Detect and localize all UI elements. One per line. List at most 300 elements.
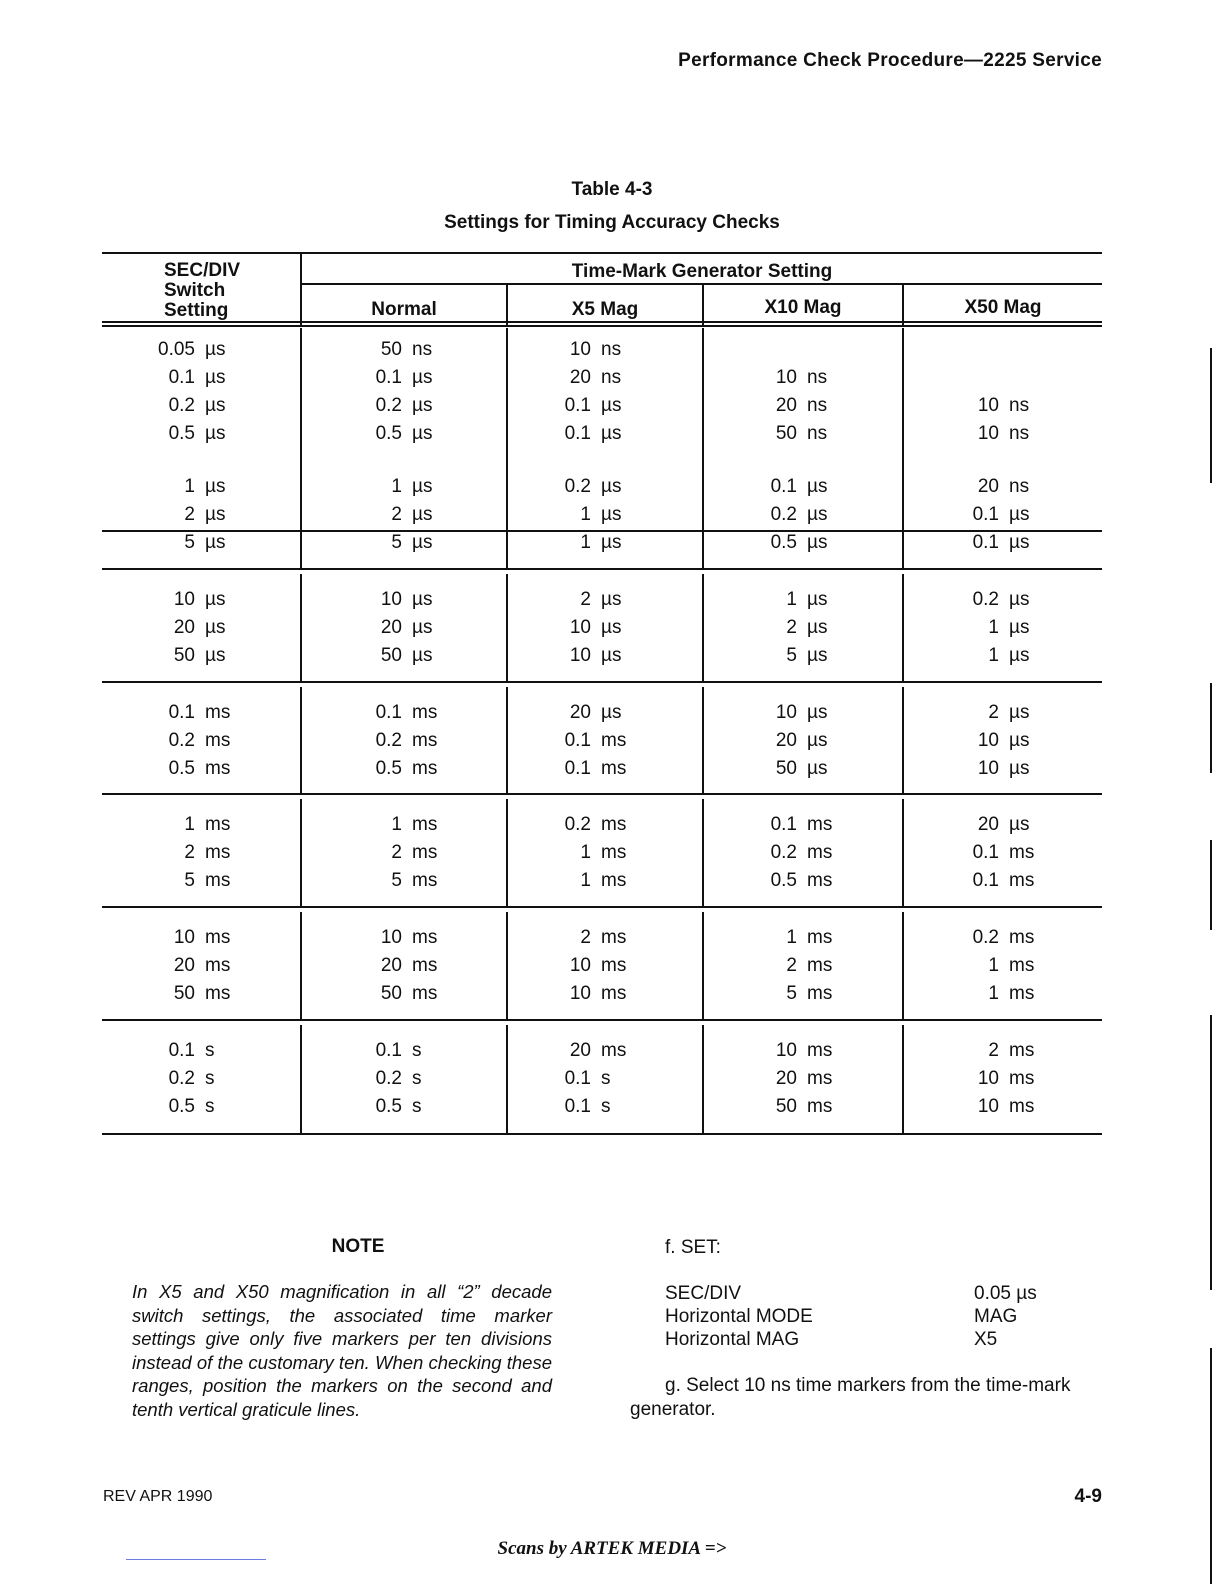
table-cell xyxy=(102,364,225,392)
cell-value: 50 xyxy=(173,983,195,1004)
cell-value: 2 xyxy=(184,504,195,525)
cell-unit: µs xyxy=(601,589,622,610)
cell-unit: s xyxy=(412,1068,422,1089)
cell-value: 50 xyxy=(380,645,402,666)
table-cell xyxy=(302,980,437,1008)
table-cell xyxy=(102,839,230,867)
cell-unit: µs xyxy=(807,645,828,666)
running-head: Performance Check Procedure—2225 Service xyxy=(678,50,1102,71)
table-cell xyxy=(704,811,832,839)
cell-value: 10 xyxy=(977,758,999,779)
table-cell xyxy=(302,811,437,839)
table-cell xyxy=(508,642,621,670)
table-cell xyxy=(302,336,432,364)
group-separator-rule xyxy=(102,681,1102,683)
cell-value: 50 xyxy=(380,983,402,1004)
sec-div-header-line-1: SEC/DIV xyxy=(164,260,241,281)
cell-value: 0.5 xyxy=(375,758,402,779)
cell-unit: µs xyxy=(807,730,828,751)
table-cell xyxy=(904,586,1029,614)
cell-unit: ms xyxy=(807,955,833,976)
cell-value: 0.05 xyxy=(158,339,195,360)
cell-unit: ms xyxy=(601,927,627,948)
cell-unit: ns xyxy=(601,367,622,388)
cell-unit: ms xyxy=(205,983,231,1004)
table-title: Settings for Timing Accuracy Checks xyxy=(444,212,780,233)
cell-value: 0.1 xyxy=(168,1040,195,1061)
table-cell xyxy=(302,924,437,952)
cell-value: 0.5 xyxy=(375,423,402,444)
cell-unit: s xyxy=(412,1096,422,1117)
table-cell xyxy=(102,699,230,727)
cell-unit: µs xyxy=(601,645,622,666)
cell-value: 5 xyxy=(786,645,797,666)
table-number: Table 4-3 xyxy=(571,179,653,200)
cell-unit: µs xyxy=(412,367,433,388)
cell-unit: µs xyxy=(807,532,828,553)
cell-unit: ms xyxy=(412,842,438,863)
cell-unit: µs xyxy=(205,645,226,666)
cell-value: 0.5 xyxy=(375,1096,402,1117)
cell-unit: ms xyxy=(807,927,833,948)
table-cell xyxy=(102,867,230,895)
table-cell xyxy=(904,473,1029,501)
table-cell xyxy=(302,867,437,895)
cell-value: 1 xyxy=(988,645,999,666)
table-cell xyxy=(302,420,432,448)
table-cell xyxy=(904,392,1029,420)
group-separator-rule xyxy=(102,1019,1102,1021)
table-cell xyxy=(102,924,230,952)
cell-unit: µs xyxy=(601,476,622,497)
cell-value: 50 xyxy=(775,423,797,444)
setting-control: Horizontal MAG xyxy=(665,1329,800,1350)
cell-value: 0.1 xyxy=(375,367,402,388)
cell-unit: µs xyxy=(412,476,433,497)
cell-unit: µs xyxy=(1009,504,1030,525)
table-cell xyxy=(704,586,827,614)
cell-unit: µs xyxy=(807,476,828,497)
cell-value: 1 xyxy=(786,589,797,610)
cell-value: 2 xyxy=(988,1040,999,1061)
table-cell xyxy=(102,614,225,642)
cell-value: 10 xyxy=(775,367,797,388)
cell-unit: µs xyxy=(1009,702,1030,723)
table-cell xyxy=(302,501,432,529)
cell-unit: ms xyxy=(601,730,627,751)
cell-unit: ms xyxy=(205,702,231,723)
table-cell xyxy=(102,952,230,980)
cell-unit: ms xyxy=(807,1096,833,1117)
scan-edge-mark xyxy=(1210,1348,1212,1584)
cell-value: 5 xyxy=(184,870,195,891)
cell-value: 20 xyxy=(173,617,195,638)
table-cell xyxy=(102,392,225,420)
setting-row xyxy=(665,1305,1105,1328)
cell-value: 20 xyxy=(569,1040,591,1061)
cell-value: 50 xyxy=(380,339,402,360)
cell-unit: ms xyxy=(1009,1068,1035,1089)
table-cell xyxy=(904,529,1029,557)
table-cell xyxy=(704,336,807,364)
cell-unit: µs xyxy=(807,702,828,723)
cell-unit: ms xyxy=(1009,1040,1035,1061)
cell-value: 1 xyxy=(988,983,999,1004)
table-cell xyxy=(102,473,225,501)
cell-value: 1 xyxy=(580,842,591,863)
setting-control: SEC/DIV xyxy=(665,1283,742,1304)
table-cell xyxy=(302,727,437,755)
table-cell xyxy=(704,473,827,501)
table-cell xyxy=(302,755,437,783)
cell-value: 20 xyxy=(569,367,591,388)
cell-unit: ms xyxy=(205,842,231,863)
cell-value: 5 xyxy=(391,532,402,553)
cell-unit: ms xyxy=(412,955,438,976)
cell-value: 2 xyxy=(580,589,591,610)
cell-unit: µs xyxy=(412,589,433,610)
cell-value: 10 xyxy=(380,589,402,610)
cell-value: 20 xyxy=(569,702,591,723)
cell-value: 20 xyxy=(775,395,797,416)
cell-value: 0.1 xyxy=(972,842,999,863)
table-cell xyxy=(704,501,827,529)
page-number: 4-9 xyxy=(1074,1486,1102,1507)
cell-value: 0.1 xyxy=(375,702,402,723)
cell-value: 1 xyxy=(988,955,999,976)
cell-value: 1 xyxy=(184,476,195,497)
scan-edge-mark xyxy=(1210,348,1212,483)
cell-unit: µs xyxy=(205,532,226,553)
cell-unit: ms xyxy=(1009,983,1035,1004)
cell-value: 0.2 xyxy=(770,504,797,525)
table-cell xyxy=(508,1065,611,1093)
cell-value: 20 xyxy=(173,955,195,976)
cell-value: 0.5 xyxy=(770,870,797,891)
cell-value: 0.1 xyxy=(564,395,591,416)
step-f-label: f. SET: xyxy=(665,1237,721,1258)
table-cell xyxy=(904,839,1034,867)
cell-unit: s xyxy=(412,1040,422,1061)
cell-unit: ms xyxy=(205,814,231,835)
table-cell xyxy=(102,1037,215,1065)
cell-value: 10 xyxy=(569,645,591,666)
sec-div-header-line-2: Switch xyxy=(164,280,226,301)
cell-unit: ms xyxy=(807,814,833,835)
table-cell xyxy=(704,1037,832,1065)
table-cell xyxy=(704,924,832,952)
table-cell xyxy=(102,980,230,1008)
cell-unit: µs xyxy=(205,423,226,444)
table-cell xyxy=(102,755,230,783)
scan-edge-mark xyxy=(1210,1015,1212,1290)
column-header-x5-mag: X5 Mag xyxy=(571,299,639,320)
cell-unit: µs xyxy=(1009,617,1030,638)
table-cell xyxy=(508,336,621,364)
cell-unit: µs xyxy=(205,339,226,360)
setting-value: X5 xyxy=(974,1329,998,1350)
table-cell xyxy=(102,642,225,670)
cell-unit: µs xyxy=(412,532,433,553)
table-cell xyxy=(904,420,1029,448)
cell-value: 5 xyxy=(786,983,797,1004)
cell-unit: s xyxy=(205,1096,215,1117)
cell-value: 20 xyxy=(977,476,999,497)
cell-unit: ms xyxy=(205,758,231,779)
table-cell xyxy=(508,614,621,642)
column-header-x50-mag: X50 Mag xyxy=(964,297,1042,318)
table-cell xyxy=(302,1037,422,1065)
table-cell xyxy=(704,839,832,867)
cell-unit: ms xyxy=(205,927,231,948)
table-cell xyxy=(508,501,621,529)
group-separator-rule xyxy=(102,906,1102,908)
cell-value: 1 xyxy=(391,814,402,835)
cell-value: 10 xyxy=(977,730,999,751)
cell-unit: µs xyxy=(205,476,226,497)
cell-unit: ms xyxy=(1009,927,1035,948)
table-cell xyxy=(508,392,621,420)
table-cell xyxy=(704,642,827,670)
table-cell xyxy=(904,727,1029,755)
cell-value: 0.1 xyxy=(972,870,999,891)
table-cell xyxy=(904,755,1029,783)
cell-value: 10 xyxy=(569,339,591,360)
cell-value: 0.1 xyxy=(770,476,797,497)
table-cell xyxy=(102,1093,215,1121)
cell-unit: ns xyxy=(807,395,828,416)
table-cell xyxy=(904,952,1034,980)
cell-unit: ms xyxy=(601,842,627,863)
table-cell xyxy=(904,642,1029,670)
cell-unit: ms xyxy=(412,758,438,779)
table-cell xyxy=(704,699,827,727)
table-cell xyxy=(904,364,1009,392)
cell-unit: ns xyxy=(807,367,828,388)
cell-value: 10 xyxy=(569,955,591,976)
cell-value: 10 xyxy=(977,1068,999,1089)
cell-unit: µs xyxy=(412,645,433,666)
table-cell xyxy=(704,364,827,392)
cell-value: 10 xyxy=(380,927,402,948)
step-g-text: g. Select 10 ns time markers from the time-mark generator. xyxy=(630,1375,1071,1420)
cell-unit: ms xyxy=(807,842,833,863)
cell-unit: µs xyxy=(412,423,433,444)
cell-value: 0.2 xyxy=(972,927,999,948)
table-cell xyxy=(508,980,626,1008)
cell-value: 0.1 xyxy=(770,814,797,835)
table-cell xyxy=(704,727,827,755)
header-bottom-rule-1 xyxy=(102,321,1102,323)
cell-unit: µs xyxy=(412,395,433,416)
cell-value: 10 xyxy=(977,423,999,444)
table-cell xyxy=(904,811,1029,839)
cell-value: 0.1 xyxy=(564,730,591,751)
cell-unit: ns xyxy=(1009,476,1030,497)
table-cell xyxy=(102,727,230,755)
table-cell xyxy=(904,1037,1034,1065)
cell-unit: s xyxy=(601,1068,611,1089)
cell-unit: µs xyxy=(601,702,622,723)
scan-credit: Scans by ARTEK MEDIA => xyxy=(497,1538,727,1559)
table-cell xyxy=(302,529,432,557)
cell-value: 0.1 xyxy=(972,504,999,525)
cell-value: 0.2 xyxy=(375,395,402,416)
table-cell xyxy=(508,755,626,783)
column-header-x10-mag: X10 Mag xyxy=(764,297,842,318)
table-cell xyxy=(302,952,437,980)
cell-value: 1 xyxy=(988,617,999,638)
table-cell xyxy=(508,952,626,980)
cell-unit: ms xyxy=(601,758,627,779)
cell-unit: ms xyxy=(412,870,438,891)
cell-value: 20 xyxy=(380,617,402,638)
cell-unit: µs xyxy=(205,395,226,416)
cell-unit: ms xyxy=(412,983,438,1004)
table-cell xyxy=(508,364,621,392)
table-cell xyxy=(508,727,626,755)
cell-unit: ms xyxy=(205,955,231,976)
cell-unit: ns xyxy=(1009,395,1030,416)
table-cell xyxy=(302,1065,422,1093)
table-cell xyxy=(302,1093,422,1121)
cell-unit: ms xyxy=(412,814,438,835)
cell-value: 10 xyxy=(775,702,797,723)
cell-unit: ms xyxy=(807,1040,833,1061)
cell-unit: µs xyxy=(601,504,622,525)
cell-unit: ns xyxy=(1009,423,1030,444)
cell-unit: ms xyxy=(1009,1096,1035,1117)
note-body: In X5 and X50 magnification in all “2” decade switch settings, the associated time marker settings give only five markers per ten divisions instead of the customary ten. When checking these ranges, position the markers on the second and tenth vertical graticule lines. xyxy=(132,1281,552,1420)
header-bottom-rule-2 xyxy=(102,325,1102,327)
cell-value: 1 xyxy=(184,814,195,835)
cell-value: 5 xyxy=(391,870,402,891)
cell-unit: s xyxy=(601,1096,611,1117)
cell-unit: ns xyxy=(412,339,433,360)
cell-unit: µs xyxy=(1009,758,1030,779)
group-separator-rule xyxy=(102,568,1102,570)
cell-unit: ms xyxy=(601,814,627,835)
cell-unit: µs xyxy=(412,504,433,525)
cell-value: 2 xyxy=(580,927,591,948)
cell-value: 5 xyxy=(184,532,195,553)
cell-value: 10 xyxy=(775,1040,797,1061)
table-cell xyxy=(508,811,626,839)
cell-unit: ms xyxy=(807,870,833,891)
cell-unit: ms xyxy=(601,870,627,891)
table-cell xyxy=(904,336,1009,364)
cell-value: 0.1 xyxy=(168,367,195,388)
cell-unit: ms xyxy=(601,983,627,1004)
table-cell xyxy=(302,586,432,614)
setting-control: Horizontal MODE xyxy=(665,1306,813,1327)
cell-value: 10 xyxy=(173,589,195,610)
cell-value: 0.5 xyxy=(168,758,195,779)
cell-unit: ms xyxy=(807,983,833,1004)
table-cell xyxy=(704,614,827,642)
cell-value: 20 xyxy=(775,1068,797,1089)
group-separator-rule xyxy=(102,1133,1102,1135)
table-cell xyxy=(508,924,626,952)
cell-unit: ms xyxy=(1009,955,1035,976)
sec-div-header-line-3: Setting xyxy=(164,300,229,321)
group-separator-rule xyxy=(102,793,1102,795)
table-cell xyxy=(904,867,1034,895)
cell-value: 2 xyxy=(391,842,402,863)
cell-value: 0.5 xyxy=(770,532,797,553)
table-cell xyxy=(704,1093,832,1121)
cell-value: 2 xyxy=(988,702,999,723)
cell-value: 10 xyxy=(173,927,195,948)
cell-value: 10 xyxy=(977,395,999,416)
cell-unit: s xyxy=(205,1040,215,1061)
table-cell xyxy=(704,529,827,557)
cell-value: 50 xyxy=(173,645,195,666)
footer-link-underline xyxy=(126,1559,266,1560)
cell-unit: µs xyxy=(1009,589,1030,610)
cell-value: 1 xyxy=(391,476,402,497)
cell-value: 50 xyxy=(775,1096,797,1117)
cell-unit: s xyxy=(205,1068,215,1089)
cell-value: 0.1 xyxy=(564,758,591,779)
cell-value: 0.2 xyxy=(168,1068,195,1089)
note-title: NOTE xyxy=(331,1236,385,1257)
table-cell xyxy=(302,392,432,420)
table-cell xyxy=(704,867,832,895)
table-cell xyxy=(704,392,827,420)
table-cell xyxy=(508,1093,611,1121)
cell-unit: µs xyxy=(1009,730,1030,751)
table-cell xyxy=(102,1065,215,1093)
table-cell xyxy=(302,364,432,392)
cell-value: 0.2 xyxy=(972,589,999,610)
table-cell xyxy=(302,473,432,501)
table-cell xyxy=(704,980,832,1008)
setting-value: MAG xyxy=(974,1306,1018,1327)
cell-value: 1 xyxy=(580,532,591,553)
cell-unit: ms xyxy=(412,730,438,751)
cell-unit: µs xyxy=(807,504,828,525)
table-cell xyxy=(904,980,1034,1008)
cell-unit: ms xyxy=(412,702,438,723)
table-cell xyxy=(302,614,432,642)
table-cell xyxy=(508,473,621,501)
cell-value: 20 xyxy=(380,955,402,976)
cell-unit: µs xyxy=(601,617,622,638)
cell-value: 10 xyxy=(977,1096,999,1117)
cell-value: 50 xyxy=(775,758,797,779)
cell-value: 0.1 xyxy=(375,1040,402,1061)
table-cell xyxy=(102,811,230,839)
table-cell xyxy=(904,924,1034,952)
table-cell xyxy=(704,952,832,980)
table-cell xyxy=(508,699,621,727)
cell-value: 2 xyxy=(786,955,797,976)
cell-value: 0.1 xyxy=(972,532,999,553)
cell-unit: µs xyxy=(412,617,433,638)
cell-unit: ms xyxy=(205,730,231,751)
table-cell xyxy=(102,529,225,557)
table-cell xyxy=(704,755,827,783)
cell-unit: ms xyxy=(1009,870,1035,891)
cell-value: 0.1 xyxy=(564,1068,591,1089)
table-cell xyxy=(302,839,437,867)
table-cell xyxy=(102,420,225,448)
cell-unit: ms xyxy=(412,927,438,948)
table-cell xyxy=(904,699,1029,727)
table-cell xyxy=(508,867,626,895)
cell-unit: µs xyxy=(1009,814,1030,835)
